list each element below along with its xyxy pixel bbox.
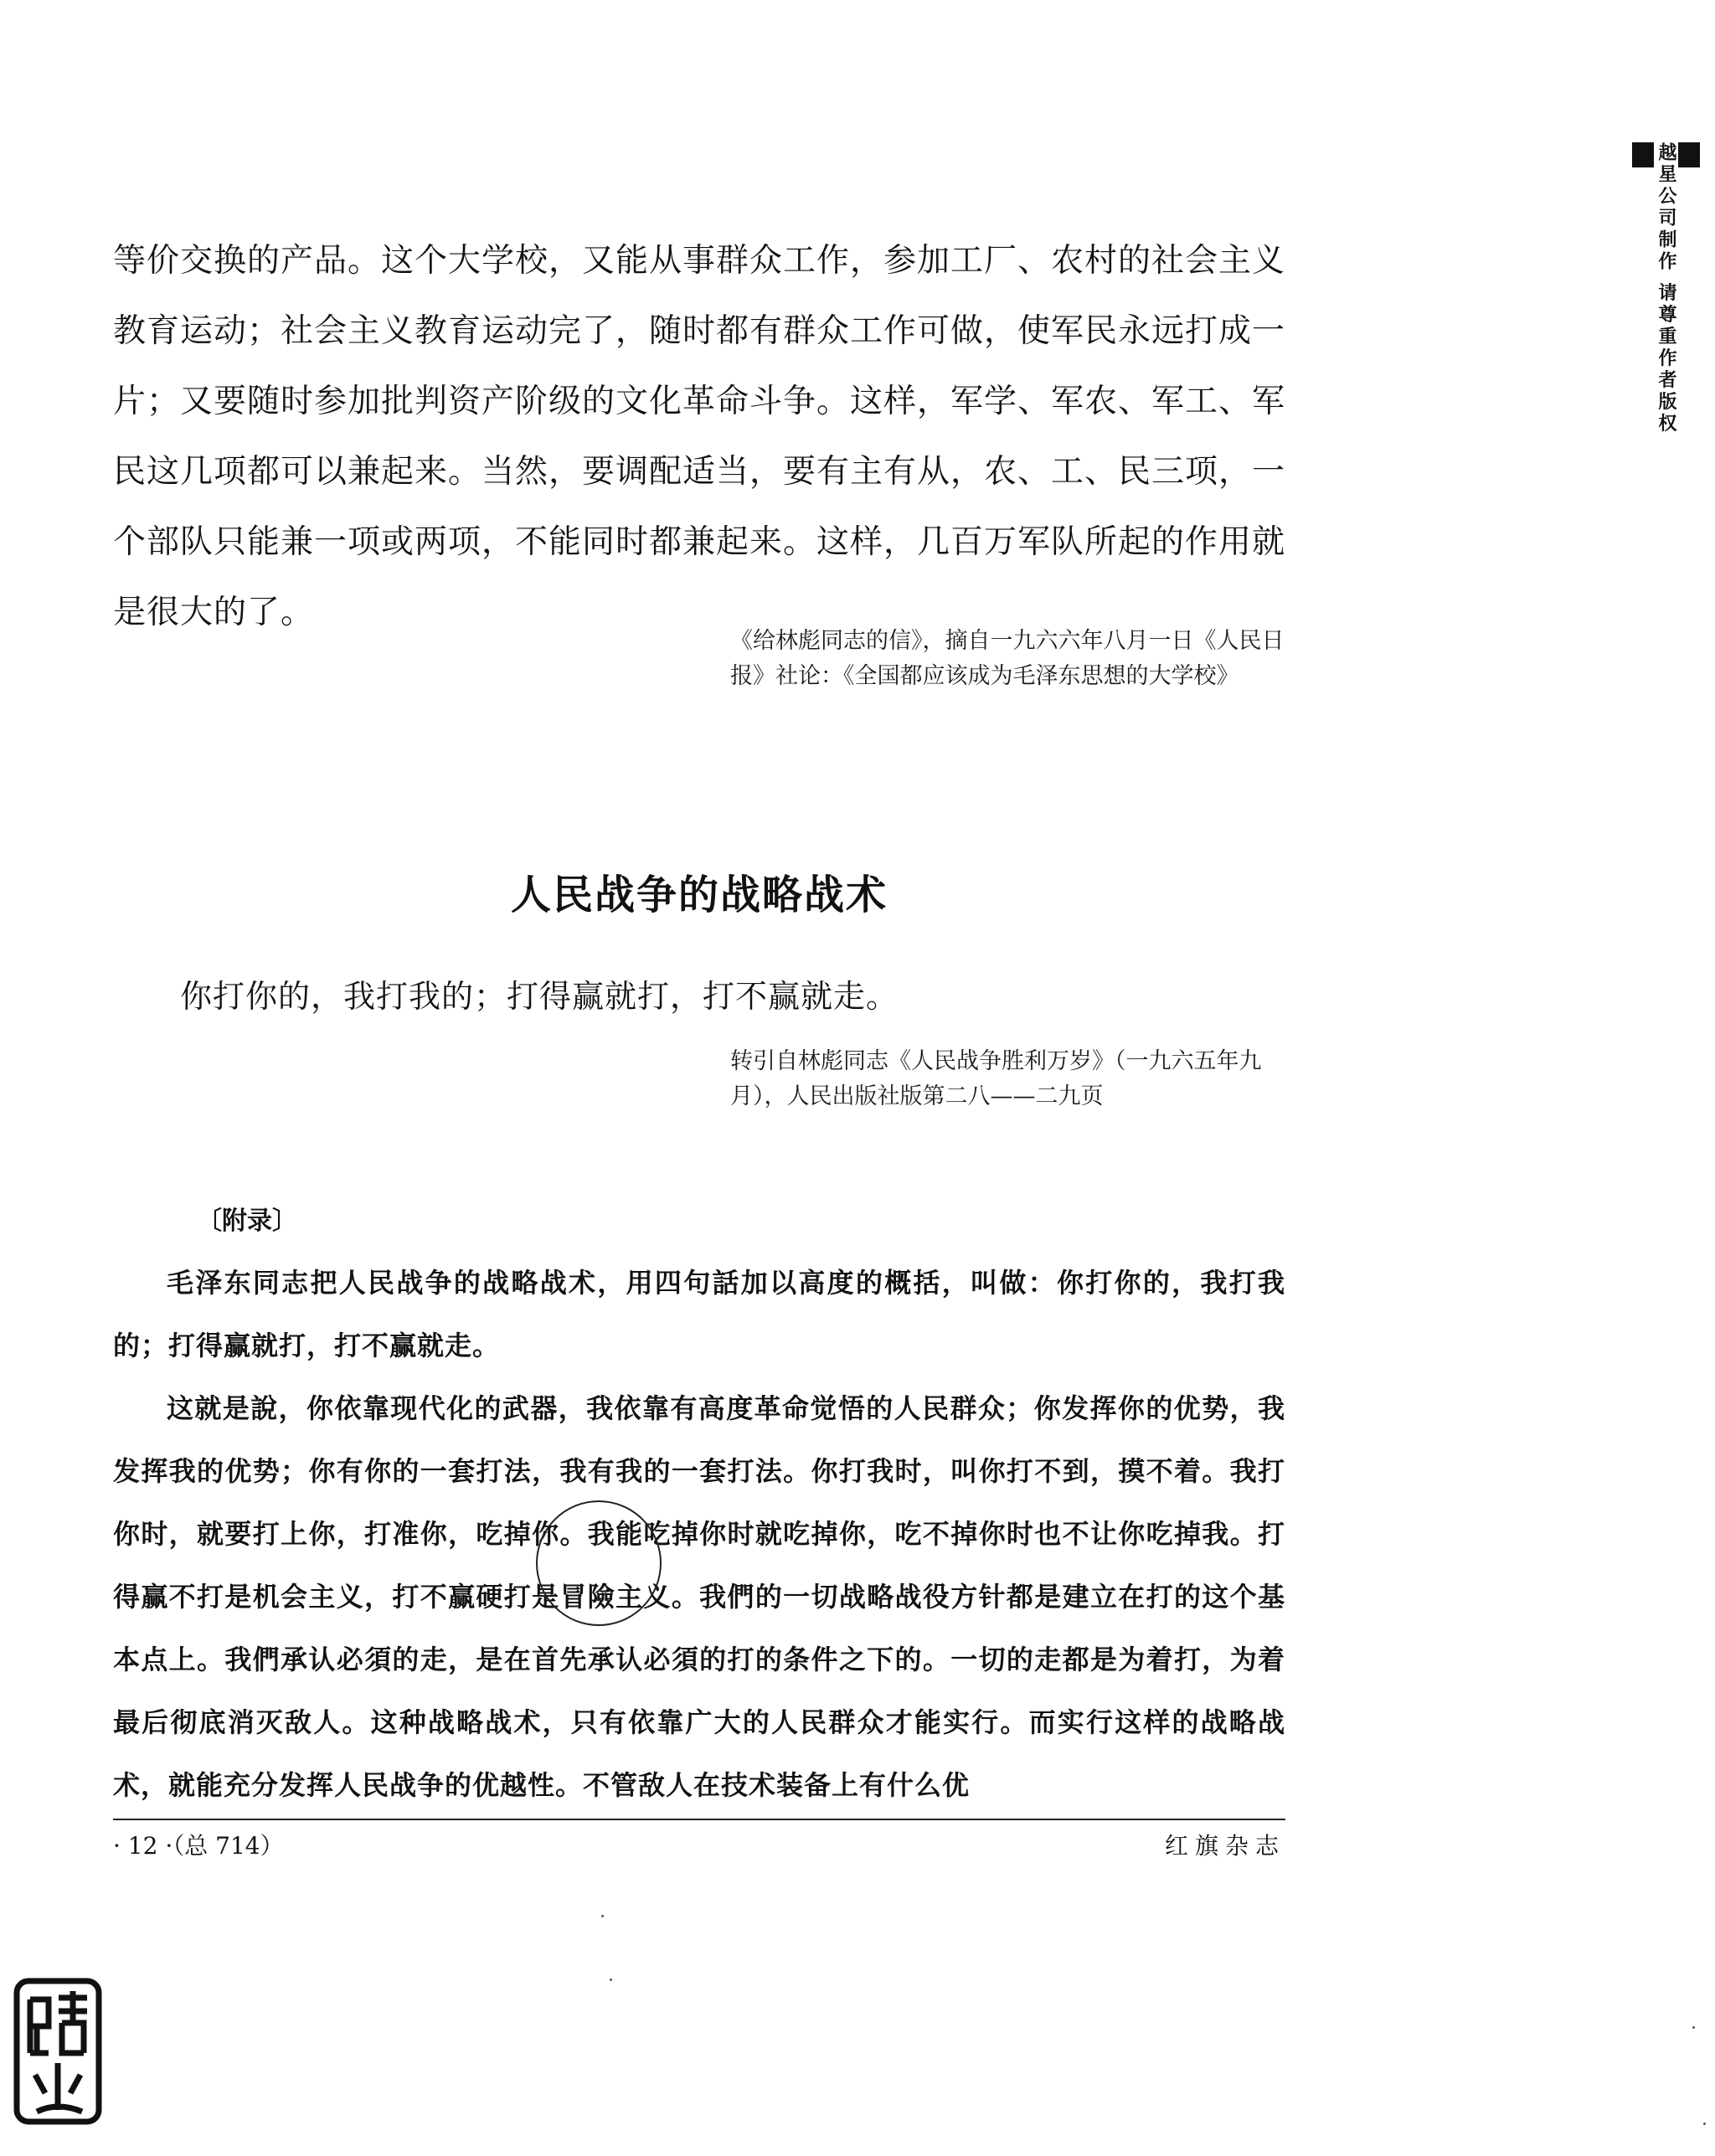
speck — [1692, 2026, 1695, 2029]
speck — [601, 1915, 604, 1917]
speck — [1703, 2123, 1706, 2125]
appendix-label: 〔附录〕 — [197, 1207, 297, 1236]
appendix-paragraph: 这就是說，你依靠现代化的武器，我依靠有高度革命觉悟的人民群众；你发挥你的优势，我发挥我的优势；你有你的一套打法，我有我的一套打法。你打我时，叫你打不到，摸不着。我打你时，就要打上你，打准你，吃掉你。我能吃掉你时就吃掉你，吃不掉你时也不让你吃掉我。打得赢不打是机会主义，打不赢硬打是冒險主义。我們的一切战略战役方针都是建立在打的这个基本点上。我們承认必須的走，是在首先承认必須的打的条件之下的。一切的走都是为着打，为着最后彻底消灭敌人。这种战略战术，只有依靠广大的人民群众才能实行。而实行这样的战略战术，就能充分发挥人民战争的优越性。不管敌人在技术装备上有什么优 — [113, 1392, 1285, 1801]
publication-name: 红旗杂志 — [1164, 1832, 1285, 1860]
copyright-sidebar — [1656, 142, 1700, 435]
sidebar-marker-bottom — [1632, 142, 1654, 167]
source-citation-2: 转引自林彪同志《人民战争胜利万岁》（一九六五年九月），人民出版社版第二八——二九页 — [730, 1048, 1262, 1109]
source-citation-1: 《给林彪同志的信》，摘自一九六六年八月一日《人民日报》社论：《全国都应该成为毛泽东思想的大学校》 — [730, 628, 1285, 689]
footer-divider — [113, 1819, 1285, 1820]
appendix-text — [113, 1252, 1285, 1817]
body-paragraph-text: 等价交换的产品。这个大学校，又能从事群众工作，参加工厂、农村的社会主义教育运动；社会主义教育运动完了，随时都有群众工作可做，使军民永远打成一片；又要随时参加批判资产阶级的文化革命斗争。这样，军学、军农、军工、军民这几项都可以兼起来。当然，要调配适当，要有主有从，农、工、民三项，一个部队只能兼一项或两项，不能同时都兼起来。这样，几百万军队所起的作用就是很大的了。 — [113, 242, 1286, 631]
copyright-notice: 越星公司制作 请尊重作者版权 — [1656, 142, 1676, 435]
appendix-paragraph: 毛泽东同志把人民战争的战略战术，用四句話加以高度的概括，叫做：你打你的，我打我的；打得赢就打，打不赢就走。 — [113, 1267, 1285, 1361]
page-number: · 12 ·（总 714） — [113, 1832, 284, 1860]
sidebar-marker-top — [1678, 142, 1700, 167]
pen-circle-mark — [536, 1500, 662, 1626]
seal-stamp-icon — [12, 1976, 104, 2127]
speck — [610, 1978, 612, 1981]
body-paragraph — [113, 226, 1285, 648]
section-title: 人民战争的战略战术 — [510, 872, 888, 918]
quotation: 你打你的，我打我的；打得赢就打，打不赢就走。 — [180, 978, 899, 1015]
